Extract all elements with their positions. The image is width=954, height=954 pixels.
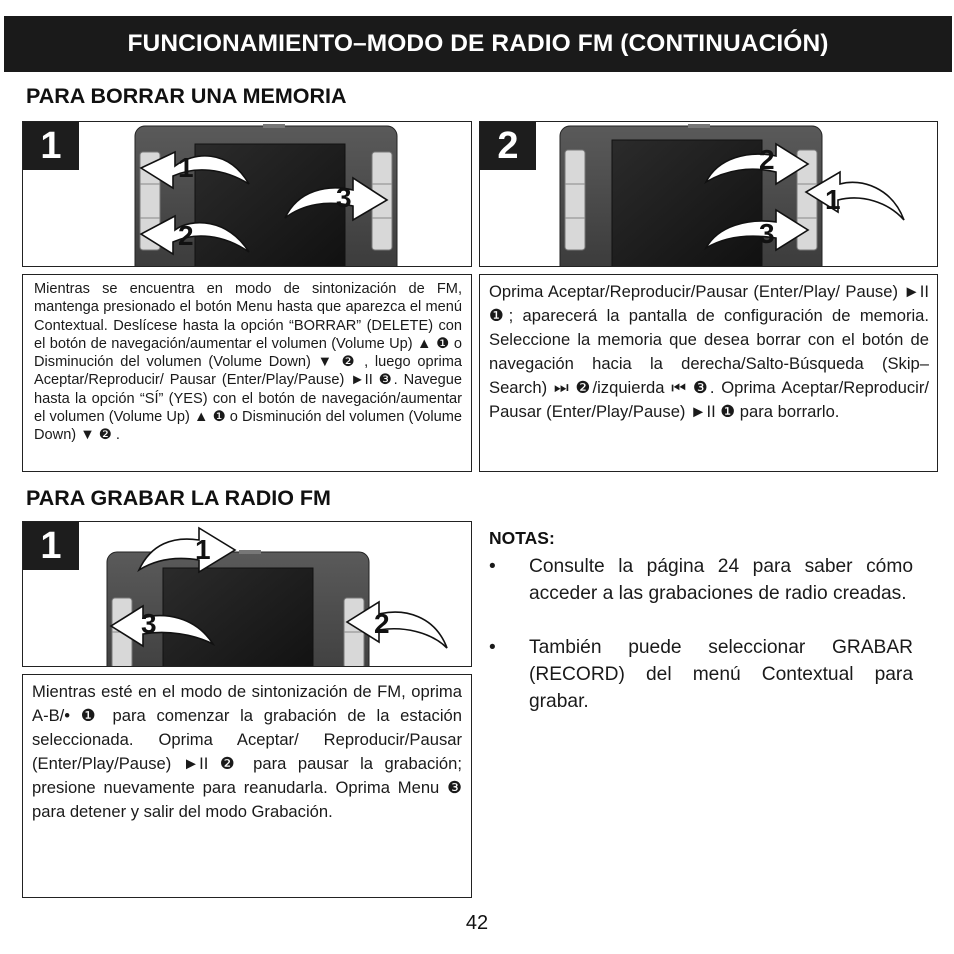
device-drawing [480, 122, 938, 267]
header-banner [4, 16, 952, 72]
callout-2: 2 [759, 144, 775, 175]
delete-step1-instructions: Mientras se encuentra en modo de sintonización de FM, mantenga presionado el botón Menu hasta que aparezca el menú Contextual. Deslícese hasta la opción “BORRAR” (DELETE) con el botón de navegación/aumentar el volumen (Volume Up) ▲ ❶ o Disminución del volumen (Volume Down) ▼ ❷ , luego oprima Aceptar/Reproducir/ Pausar (Enter/Play/Pause) ►II ❸. Navegue hasta la opción “SÍ” (YES) con el botón de navegación/aumentar el volumen (Volume Up) ▲ ❶ o Disminución del volumen (Volume Down) ▼ ❷ . [34, 281, 462, 444]
device-drawing [23, 522, 472, 667]
callout-3: 3 [759, 218, 775, 249]
page-title: FUNCIONAMIENTO–MODO DE RADIO FM (CONTINUACIÓN) [127, 30, 829, 57]
record-step1-instructions-box [22, 674, 472, 898]
callout-1: 1 [195, 534, 211, 565]
callout-3: 3 [141, 608, 157, 639]
delete-step1-illustration [22, 121, 472, 267]
record-step1-illustration [22, 521, 472, 667]
callout-2: 2 [374, 608, 390, 639]
section-title-record-radio: PARA GRABAR LA RADIO FM [26, 486, 331, 510]
bullet: • [489, 556, 496, 577]
callout-1: 1 [825, 184, 841, 215]
note-text: También puede seleccionar GRABAR (RECORD) del menú Contextual para grabar. [529, 637, 913, 712]
callout-2: 2 [178, 220, 194, 251]
note-item [489, 553, 913, 607]
record-step1-instructions: Mientras esté en el modo de sintonización de FM, oprima A-B/• ❶ para comenzar la grabación de la estación seleccionada. Oprima Aceptar/ Reproducir/Pausar (Enter/Play/Pause) ►II ❷ para pausar la grabación; presione nuevamente para reanudarla. Oprima Menu ❸ para detener y salir del modo Grabación. [32, 682, 462, 821]
device-drawing [23, 122, 472, 267]
page-number: 42 [465, 912, 489, 934]
notes-title: NOTAS: [489, 528, 555, 548]
callout-3: 3 [336, 182, 352, 213]
delete-step2-illustration [479, 121, 938, 267]
step-number: 1 [23, 522, 79, 570]
section-title-delete-memory: PARA BORRAR UNA MEMORIA [26, 84, 347, 108]
delete-step2-instructions-box [479, 274, 938, 472]
bullet: • [489, 637, 496, 658]
delete-step2-instructions: Oprima Aceptar/Reproducir/Pausar (Enter/Play/ Pause) ►II ❶; aparecerá la pantalla de configuración de memoria. Seleccione la memoria que desea borrar con el botón de navegación hacia la derecha/Salto-Búsqueda (Skip–Search) ⏭ ❷/izquierda ⏮ ❸. Oprima Aceptar/Reproducir/ Pausar (Enter/Play/Pause) ►II ❶ para borrarlo. [489, 282, 929, 421]
note-text: Consulte la página 24 para saber cómo acceder a las grabaciones de radio creadas. [529, 556, 913, 604]
step-number: 2 [480, 122, 536, 170]
callout-1: 1 [178, 152, 194, 183]
note-item [489, 634, 913, 715]
delete-step1-instructions-box [22, 274, 472, 472]
step-number: 1 [23, 122, 79, 170]
